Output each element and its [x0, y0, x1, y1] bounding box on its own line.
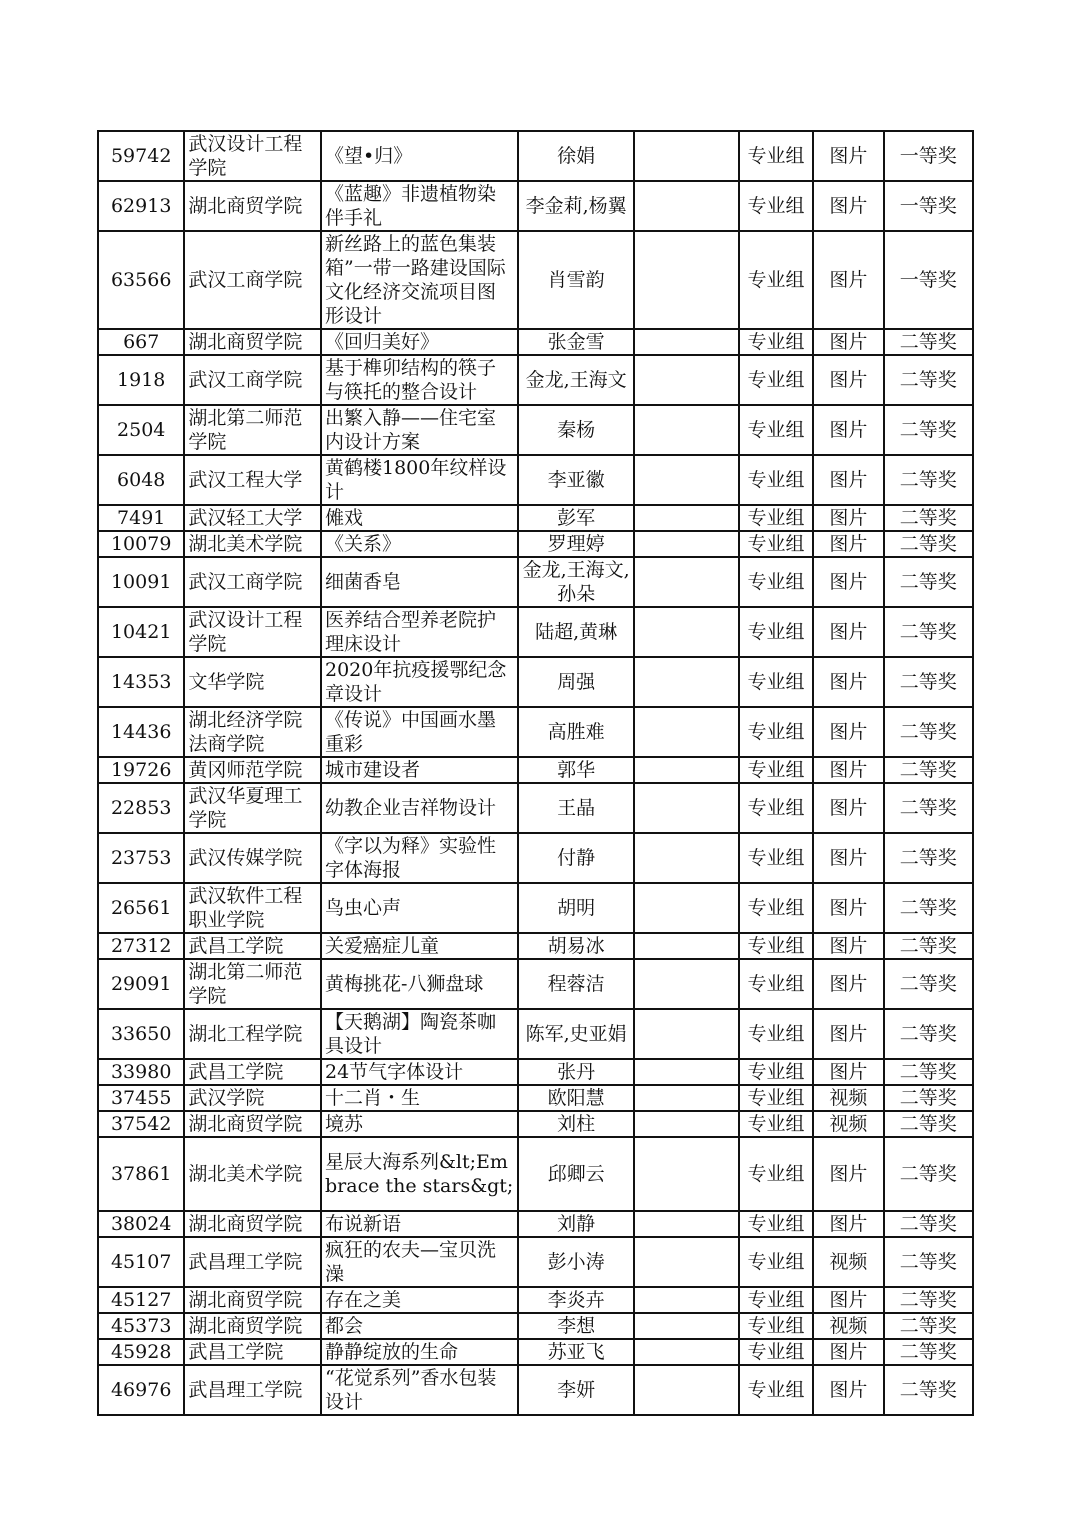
author-cell: 王晶 — [518, 783, 635, 833]
media-type-cell: 图片 — [813, 1365, 883, 1415]
work-title-cell: 2020年抗疫援鄂纪念章设计 — [321, 657, 518, 707]
work-title-cell: 黄鹤楼1800年纹样设计 — [321, 455, 518, 505]
entry-id-cell: 45107 — [98, 1237, 184, 1287]
author-cell: 胡易冰 — [518, 933, 635, 959]
award-cell: 二等奖 — [884, 607, 973, 657]
media-type-cell: 图片 — [813, 329, 883, 355]
work-title-cell: 静静绽放的生命 — [321, 1339, 518, 1365]
advisor-cell — [634, 959, 738, 1009]
work-title-cell: 十二肖・生 — [321, 1085, 518, 1111]
award-cell: 二等奖 — [884, 1237, 973, 1287]
work-title-cell: 境苏 — [321, 1111, 518, 1137]
table-row — [98, 883, 973, 933]
school-cell: 文华学院 — [184, 657, 321, 707]
award-cell: 二等奖 — [884, 1111, 973, 1137]
table-row — [98, 657, 973, 707]
author-cell: 金龙,王海文 — [518, 355, 635, 405]
group-cell: 专业组 — [739, 231, 813, 329]
author-cell: 陆超,黄琳 — [518, 607, 635, 657]
school-cell: 武汉华夏理工学院 — [184, 783, 321, 833]
entry-id-cell: 26561 — [98, 883, 184, 933]
school-cell: 湖北第二师范学院 — [184, 959, 321, 1009]
group-cell: 专业组 — [739, 181, 813, 231]
work-title-cell: “花觉系列”香水包装设计 — [321, 1365, 518, 1415]
group-cell: 专业组 — [739, 531, 813, 557]
advisor-cell — [634, 883, 738, 933]
media-type-cell: 视频 — [813, 1085, 883, 1111]
school-cell: 武汉工商学院 — [184, 355, 321, 405]
work-title-cell: 新丝路上的蓝色集装箱”一带一路建设国际文化经济交流项目图形设计 — [321, 231, 518, 329]
school-cell: 武昌理工学院 — [184, 1237, 321, 1287]
advisor-cell — [634, 833, 738, 883]
group-cell: 专业组 — [739, 1287, 813, 1313]
table-row — [98, 1339, 973, 1365]
entry-id-cell: 37455 — [98, 1085, 184, 1111]
award-cell: 二等奖 — [884, 883, 973, 933]
media-type-cell: 图片 — [813, 231, 883, 329]
media-type-cell: 视频 — [813, 1237, 883, 1287]
media-type-cell: 图片 — [813, 505, 883, 531]
advisor-cell — [634, 783, 738, 833]
award-cell: 二等奖 — [884, 657, 973, 707]
award-cell: 二等奖 — [884, 757, 973, 783]
work-title-cell: 傩戏 — [321, 505, 518, 531]
advisor-cell — [634, 707, 738, 757]
table-row — [98, 1085, 973, 1111]
table-row — [98, 1313, 973, 1339]
table-row — [98, 355, 973, 405]
media-type-cell: 图片 — [813, 959, 883, 1009]
advisor-cell — [634, 1365, 738, 1415]
school-cell: 湖北工程学院 — [184, 1009, 321, 1059]
award-cell: 二等奖 — [884, 833, 973, 883]
advisor-cell — [634, 1237, 738, 1287]
awards-table — [97, 130, 974, 1416]
entry-id-cell: 7491 — [98, 505, 184, 531]
award-cell: 一等奖 — [884, 131, 973, 181]
award-cell: 二等奖 — [884, 959, 973, 1009]
award-cell: 二等奖 — [884, 1211, 973, 1237]
school-cell: 湖北经济学院法商学院 — [184, 707, 321, 757]
advisor-cell — [634, 455, 738, 505]
award-cell: 二等奖 — [884, 557, 973, 607]
group-cell: 专业组 — [739, 1313, 813, 1339]
school-cell: 武汉轻工大学 — [184, 505, 321, 531]
table-row — [98, 607, 973, 657]
entry-id-cell: 59742 — [98, 131, 184, 181]
table-row — [98, 231, 973, 329]
author-cell: 邱卿云 — [518, 1137, 635, 1211]
school-cell: 武汉软件工程职业学院 — [184, 883, 321, 933]
award-cell: 二等奖 — [884, 1339, 973, 1365]
work-title-cell: 关爱癌症儿童 — [321, 933, 518, 959]
table-row — [98, 131, 973, 181]
entry-id-cell: 6048 — [98, 455, 184, 505]
advisor-cell — [634, 405, 738, 455]
work-title-cell: 24节气字体设计 — [321, 1059, 518, 1085]
author-cell: 秦杨 — [518, 405, 635, 455]
table-row — [98, 329, 973, 355]
author-cell: 李亚徽 — [518, 455, 635, 505]
author-cell: 郭华 — [518, 757, 635, 783]
group-cell: 专业组 — [739, 883, 813, 933]
group-cell: 专业组 — [739, 1365, 813, 1415]
group-cell: 专业组 — [739, 1211, 813, 1237]
school-cell: 武汉工程大学 — [184, 455, 321, 505]
advisor-cell — [634, 1059, 738, 1085]
group-cell: 专业组 — [739, 657, 813, 707]
work-title-cell: 星辰大海系列&lt;Embrace the stars&gt; — [321, 1137, 518, 1211]
entry-id-cell: 10421 — [98, 607, 184, 657]
group-cell: 专业组 — [739, 557, 813, 607]
media-type-cell: 图片 — [813, 1339, 883, 1365]
advisor-cell — [634, 657, 738, 707]
advisor-cell — [634, 1313, 738, 1339]
entry-id-cell: 10091 — [98, 557, 184, 607]
media-type-cell: 图片 — [813, 833, 883, 883]
author-cell: 刘静 — [518, 1211, 635, 1237]
award-cell: 二等奖 — [884, 455, 973, 505]
work-title-cell: 《字以为释》实验性字体海报 — [321, 833, 518, 883]
author-cell: 苏亚飞 — [518, 1339, 635, 1365]
school-cell: 武汉设计工程学院 — [184, 607, 321, 657]
entry-id-cell: 19726 — [98, 757, 184, 783]
media-type-cell: 图片 — [813, 783, 883, 833]
author-cell: 李金莉,杨翼 — [518, 181, 635, 231]
media-type-cell: 图片 — [813, 707, 883, 757]
media-type-cell: 图片 — [813, 883, 883, 933]
work-title-cell: 疯狂的农夫—宝贝洗澡 — [321, 1237, 518, 1287]
table-row — [98, 1009, 973, 1059]
table-row — [98, 1365, 973, 1415]
media-type-cell: 图片 — [813, 657, 883, 707]
table-row — [98, 933, 973, 959]
award-cell: 二等奖 — [884, 1313, 973, 1339]
table-row — [98, 1111, 973, 1137]
advisor-cell — [634, 181, 738, 231]
group-cell: 专业组 — [739, 833, 813, 883]
table-row — [98, 959, 973, 1009]
award-cell: 二等奖 — [884, 933, 973, 959]
group-cell: 专业组 — [739, 1009, 813, 1059]
entry-id-cell: 45928 — [98, 1339, 184, 1365]
school-cell: 黄冈师范学院 — [184, 757, 321, 783]
table-body — [98, 131, 973, 1415]
school-cell: 武昌理工学院 — [184, 1365, 321, 1415]
group-cell: 专业组 — [739, 455, 813, 505]
author-cell: 张丹 — [518, 1059, 635, 1085]
school-cell: 湖北商贸学院 — [184, 1287, 321, 1313]
media-type-cell: 图片 — [813, 355, 883, 405]
advisor-cell — [634, 607, 738, 657]
advisor-cell — [634, 1287, 738, 1313]
entry-id-cell: 667 — [98, 329, 184, 355]
table-row — [98, 455, 973, 505]
author-cell: 李想 — [518, 1313, 635, 1339]
group-cell: 专业组 — [739, 1339, 813, 1365]
entry-id-cell: 45373 — [98, 1313, 184, 1339]
school-cell: 武汉工商学院 — [184, 557, 321, 607]
media-type-cell: 图片 — [813, 557, 883, 607]
work-title-cell: 都会 — [321, 1313, 518, 1339]
award-cell: 二等奖 — [884, 1009, 973, 1059]
entry-id-cell: 22853 — [98, 783, 184, 833]
work-title-cell: 【天鹅湖】陶瓷茶咖具设计 — [321, 1009, 518, 1059]
group-cell: 专业组 — [739, 607, 813, 657]
entry-id-cell: 29091 — [98, 959, 184, 1009]
author-cell: 付静 — [518, 833, 635, 883]
entry-id-cell: 63566 — [98, 231, 184, 329]
entry-id-cell: 2504 — [98, 405, 184, 455]
group-cell: 专业组 — [739, 783, 813, 833]
award-cell: 二等奖 — [884, 1137, 973, 1211]
media-type-cell: 图片 — [813, 405, 883, 455]
author-cell: 程蓉洁 — [518, 959, 635, 1009]
school-cell: 湖北商贸学院 — [184, 1313, 321, 1339]
media-type-cell: 图片 — [813, 1009, 883, 1059]
table-row — [98, 833, 973, 883]
entry-id-cell: 37861 — [98, 1137, 184, 1211]
work-title-cell: 存在之美 — [321, 1287, 518, 1313]
award-cell: 一等奖 — [884, 181, 973, 231]
award-cell: 二等奖 — [884, 1365, 973, 1415]
advisor-cell — [634, 1137, 738, 1211]
table-row — [98, 181, 973, 231]
school-cell: 湖北美术学院 — [184, 1137, 321, 1211]
work-title-cell: 《关系》 — [321, 531, 518, 557]
group-cell: 专业组 — [739, 1059, 813, 1085]
author-cell: 张金雪 — [518, 329, 635, 355]
media-type-cell: 图片 — [813, 131, 883, 181]
award-cell: 二等奖 — [884, 783, 973, 833]
media-type-cell: 视频 — [813, 1111, 883, 1137]
entry-id-cell: 33650 — [98, 1009, 184, 1059]
award-cell: 二等奖 — [884, 505, 973, 531]
author-cell: 胡明 — [518, 883, 635, 933]
table-row — [98, 1237, 973, 1287]
table-row — [98, 1211, 973, 1237]
group-cell: 专业组 — [739, 757, 813, 783]
advisor-cell — [634, 231, 738, 329]
school-cell: 武昌工学院 — [184, 933, 321, 959]
media-type-cell: 图片 — [813, 757, 883, 783]
advisor-cell — [634, 557, 738, 607]
school-cell: 湖北商贸学院 — [184, 1111, 321, 1137]
group-cell: 专业组 — [739, 1237, 813, 1287]
author-cell: 李炎卉 — [518, 1287, 635, 1313]
award-cell: 二等奖 — [884, 355, 973, 405]
advisor-cell — [634, 757, 738, 783]
table-row — [98, 505, 973, 531]
advisor-cell — [634, 131, 738, 181]
advisor-cell — [634, 933, 738, 959]
group-cell: 专业组 — [739, 1085, 813, 1111]
group-cell: 专业组 — [739, 933, 813, 959]
group-cell: 专业组 — [739, 1137, 813, 1211]
entry-id-cell: 10079 — [98, 531, 184, 557]
award-cell: 二等奖 — [884, 1287, 973, 1313]
school-cell: 湖北商贸学院 — [184, 329, 321, 355]
award-cell: 二等奖 — [884, 405, 973, 455]
entry-id-cell: 45127 — [98, 1287, 184, 1313]
work-title-cell: 鸟虫心声 — [321, 883, 518, 933]
table-row — [98, 757, 973, 783]
work-title-cell: 《望•归》 — [321, 131, 518, 181]
entry-id-cell: 46976 — [98, 1365, 184, 1415]
group-cell: 专业组 — [739, 505, 813, 531]
award-cell: 一等奖 — [884, 231, 973, 329]
media-type-cell: 图片 — [813, 1211, 883, 1237]
school-cell: 湖北商贸学院 — [184, 181, 321, 231]
school-cell: 武汉传媒学院 — [184, 833, 321, 883]
table-row — [98, 1287, 973, 1313]
author-cell: 肖雪韵 — [518, 231, 635, 329]
entry-id-cell: 37542 — [98, 1111, 184, 1137]
author-cell: 李妍 — [518, 1365, 635, 1415]
table-row — [98, 707, 973, 757]
media-type-cell: 图片 — [813, 531, 883, 557]
group-cell: 专业组 — [739, 329, 813, 355]
award-cell: 二等奖 — [884, 1059, 973, 1085]
school-cell: 湖北第二师范学院 — [184, 405, 321, 455]
table-row — [98, 783, 973, 833]
entry-id-cell: 14436 — [98, 707, 184, 757]
work-title-cell: 细菌香皂 — [321, 557, 518, 607]
work-title-cell: 《蓝趣》非遗植物染伴手礼 — [321, 181, 518, 231]
media-type-cell: 视频 — [813, 1313, 883, 1339]
work-title-cell: 《传说》中国画水墨重彩 — [321, 707, 518, 757]
group-cell: 专业组 — [739, 1111, 813, 1137]
work-title-cell: 幼教企业吉祥物设计 — [321, 783, 518, 833]
entry-id-cell: 1918 — [98, 355, 184, 405]
entry-id-cell: 23753 — [98, 833, 184, 883]
entry-id-cell: 33980 — [98, 1059, 184, 1085]
advisor-cell — [634, 1111, 738, 1137]
author-cell: 陈军,史亚娟 — [518, 1009, 635, 1059]
school-cell: 武汉学院 — [184, 1085, 321, 1111]
media-type-cell: 图片 — [813, 181, 883, 231]
work-title-cell: 布说新语 — [321, 1211, 518, 1237]
school-cell: 湖北美术学院 — [184, 531, 321, 557]
author-cell: 高胜难 — [518, 707, 635, 757]
media-type-cell: 图片 — [813, 1137, 883, 1211]
table-row — [98, 1059, 973, 1085]
entry-id-cell: 27312 — [98, 933, 184, 959]
entry-id-cell: 14353 — [98, 657, 184, 707]
media-type-cell: 图片 — [813, 1059, 883, 1085]
school-cell: 武汉设计工程学院 — [184, 131, 321, 181]
advisor-cell — [634, 505, 738, 531]
entry-id-cell: 38024 — [98, 1211, 184, 1237]
advisor-cell — [634, 1009, 738, 1059]
advisor-cell — [634, 355, 738, 405]
advisor-cell — [634, 1085, 738, 1111]
author-cell: 刘柱 — [518, 1111, 635, 1137]
author-cell: 徐娟 — [518, 131, 635, 181]
work-title-cell: 医养结合型养老院护理床设计 — [321, 607, 518, 657]
work-title-cell: 《回归美好》 — [321, 329, 518, 355]
school-cell: 湖北商贸学院 — [184, 1211, 321, 1237]
author-cell: 周强 — [518, 657, 635, 707]
work-title-cell: 出繁入静——住宅室内设计方案 — [321, 405, 518, 455]
media-type-cell: 图片 — [813, 933, 883, 959]
school-cell: 武昌工学院 — [184, 1339, 321, 1365]
author-cell: 彭小涛 — [518, 1237, 635, 1287]
advisor-cell — [634, 1211, 738, 1237]
award-cell: 二等奖 — [884, 531, 973, 557]
media-type-cell: 图片 — [813, 455, 883, 505]
advisor-cell — [634, 329, 738, 355]
author-cell: 金龙,王海文,孙朵 — [518, 557, 635, 607]
table-row — [98, 531, 973, 557]
group-cell: 专业组 — [739, 405, 813, 455]
work-title-cell: 黄梅挑花-八狮盘球 — [321, 959, 518, 1009]
award-cell: 二等奖 — [884, 1085, 973, 1111]
school-cell: 武昌工学院 — [184, 1059, 321, 1085]
award-cell: 二等奖 — [884, 707, 973, 757]
group-cell: 专业组 — [739, 355, 813, 405]
group-cell: 专业组 — [739, 707, 813, 757]
author-cell: 欧阳慧 — [518, 1085, 635, 1111]
table-row — [98, 1137, 973, 1211]
author-cell: 彭军 — [518, 505, 635, 531]
group-cell: 专业组 — [739, 959, 813, 1009]
advisor-cell — [634, 531, 738, 557]
media-type-cell: 图片 — [813, 1287, 883, 1313]
award-cell: 二等奖 — [884, 329, 973, 355]
work-title-cell: 城市建设者 — [321, 757, 518, 783]
school-cell: 武汉工商学院 — [184, 231, 321, 329]
entry-id-cell: 62913 — [98, 181, 184, 231]
author-cell: 罗理婷 — [518, 531, 635, 557]
work-title-cell: 基于榫卯结构的筷子与筷托的整合设计 — [321, 355, 518, 405]
table-row — [98, 405, 973, 455]
media-type-cell: 图片 — [813, 607, 883, 657]
table-row — [98, 557, 973, 607]
group-cell: 专业组 — [739, 131, 813, 181]
advisor-cell — [634, 1339, 738, 1365]
